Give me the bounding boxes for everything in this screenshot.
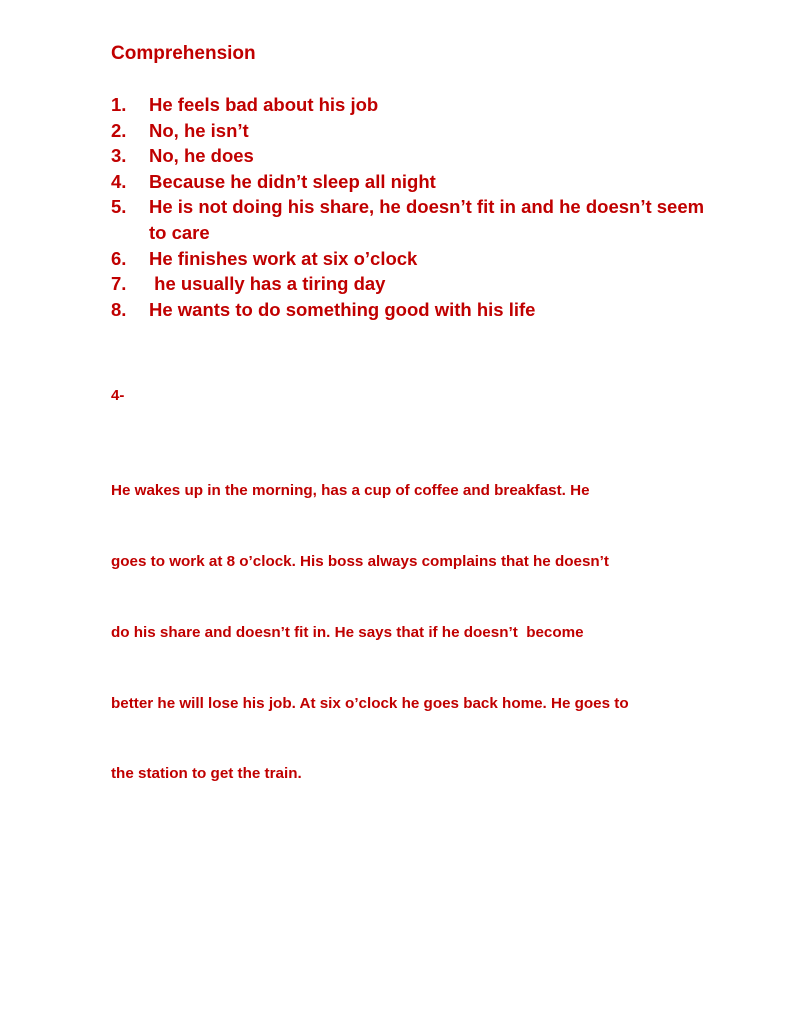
answer-number: 8. [111,298,127,320]
answer-number: 2. [111,119,127,141]
answer-list [111,92,711,322]
answer-item [111,297,711,323]
answer-text: He is not doing his share, he doesn’t fit in and he doesn’t seem to care [149,196,710,243]
paragraph-line: the station to get the train. [111,765,302,783]
answer-text: he usually has a tiring day [149,273,386,295]
answer-number: 6. [111,247,127,269]
daily-routine-paragraph [111,432,701,833]
answer-number: 4. [111,170,127,192]
paragraph-line: He wakes up in the morning, has a cup of coffee and breakfast. He [111,482,590,500]
answer-item [111,271,711,297]
answer-item [111,118,711,144]
answer-number: 5. [111,196,127,218]
answer-text: He feels bad about his job [149,94,379,115]
answer-text: Because he didn’t sleep all night [149,170,436,192]
answer-text: No, he does [149,145,254,167]
answer-text: He wants to do something good with his life [149,298,536,320]
paragraph-line: goes to work at 8 o’clock. His boss always complains that he doesn’t [111,552,609,570]
answer-item [111,169,711,195]
answer-item [111,194,711,245]
section-heading: Comprehension [111,43,256,64]
answer-number: 1. [111,94,127,115]
answer-item [111,92,711,118]
paragraph-line: do his share and doesn’t fit in. He says that if he doesn’t become [111,623,584,641]
answer-number: 7. [111,273,127,295]
answer-text: No, he isn’t [149,119,249,141]
answer-text: He finishes work at six o’clock [149,247,418,269]
paragraph-line: better he will lose his job. At six o’clock he goes back home. He goes to [111,694,629,712]
answer-item [111,246,711,272]
answer-number: 3. [111,145,127,167]
section-number-label: 4- [111,387,125,404]
answer-item [111,143,711,169]
